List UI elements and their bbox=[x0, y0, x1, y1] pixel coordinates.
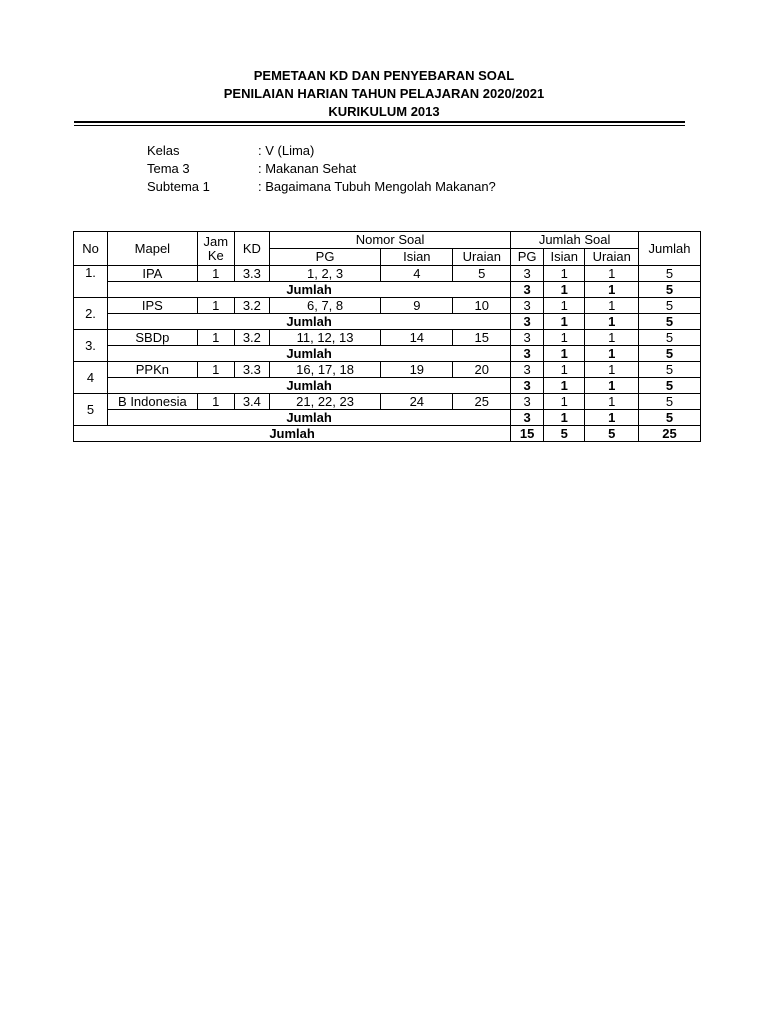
header-kd: KD bbox=[234, 232, 269, 266]
cell-jumlah-pg: 3 bbox=[511, 394, 544, 410]
cell-pg: 6, 7, 8 bbox=[269, 298, 380, 314]
cell-kd: 3.3 bbox=[234, 362, 269, 378]
cell-jumlah-uraian: 1 bbox=[585, 266, 639, 282]
cell-jumlah: 5 bbox=[639, 394, 701, 410]
cell-uraian: 20 bbox=[453, 362, 511, 378]
info-row-tema bbox=[147, 160, 496, 178]
cell-jumlah: 5 bbox=[639, 362, 701, 378]
subtotal-pg: 3 bbox=[511, 378, 544, 394]
cell-jumlah: 5 bbox=[639, 266, 701, 282]
cell-isian: 19 bbox=[381, 362, 453, 378]
info-value: : Makanan Sehat bbox=[258, 161, 357, 176]
subtotal-jumlah: 5 bbox=[639, 346, 701, 362]
total-uraian: 5 bbox=[585, 426, 639, 442]
cell-mapel: PPKn bbox=[108, 362, 198, 378]
subtotal-uraian: 1 bbox=[585, 378, 639, 394]
total-jumlah: 25 bbox=[639, 426, 701, 442]
cell-jumlah-isian: 1 bbox=[544, 330, 585, 346]
cell-isian: 9 bbox=[381, 298, 453, 314]
header-jumlah-soal: Jumlah Soal bbox=[511, 232, 639, 249]
subtotal-uraian: 1 bbox=[585, 410, 639, 426]
subtotal-label: Jumlah bbox=[108, 314, 511, 330]
cell-uraian: 5 bbox=[453, 266, 511, 282]
cell-jam: 1 bbox=[197, 298, 234, 314]
subtotal-row bbox=[74, 410, 701, 426]
header-no: No bbox=[74, 232, 108, 266]
header-jumlah-uraian: Uraian bbox=[585, 249, 639, 266]
subtotal-isian: 1 bbox=[544, 378, 585, 394]
cell-uraian: 25 bbox=[453, 394, 511, 410]
cell-jumlah: 5 bbox=[639, 330, 701, 346]
cell-isian: 14 bbox=[381, 330, 453, 346]
cell-pg: 11, 12, 13 bbox=[269, 330, 380, 346]
cell-jumlah-isian: 1 bbox=[544, 362, 585, 378]
cell-no: 1. bbox=[74, 266, 108, 298]
cell-jumlah-uraian: 1 bbox=[585, 394, 639, 410]
cell-isian: 4 bbox=[381, 266, 453, 282]
cell-jumlah-isian: 1 bbox=[544, 266, 585, 282]
cell-jumlah-pg: 3 bbox=[511, 362, 544, 378]
cell-pg: 1, 2, 3 bbox=[269, 266, 380, 282]
subtotal-isian: 1 bbox=[544, 410, 585, 426]
subtotal-pg: 3 bbox=[511, 282, 544, 298]
cell-kd: 3.2 bbox=[234, 330, 269, 346]
header-nomor-uraian: Uraian bbox=[453, 249, 511, 266]
mapping-table bbox=[73, 231, 701, 442]
cell-uraian: 10 bbox=[453, 298, 511, 314]
header-jumlah: Jumlah bbox=[639, 232, 701, 266]
total-isian: 5 bbox=[544, 426, 585, 442]
cell-jam: 1 bbox=[197, 330, 234, 346]
info-value: : V (Lima) bbox=[258, 143, 315, 158]
subtotal-label: Jumlah bbox=[108, 378, 511, 394]
info-label: Kelas bbox=[147, 143, 180, 158]
table-header bbox=[74, 232, 701, 266]
info-row-subtema bbox=[147, 178, 496, 196]
cell-mapel: SBDp bbox=[108, 330, 198, 346]
subtotal-uraian: 1 bbox=[585, 282, 639, 298]
header-nomor-soal: Nomor Soal bbox=[269, 232, 510, 249]
subtotal-row bbox=[74, 282, 701, 298]
table-row bbox=[74, 362, 701, 378]
header-mapel: Mapel bbox=[108, 232, 198, 266]
subtotal-pg: 3 bbox=[511, 410, 544, 426]
table-row bbox=[74, 266, 701, 282]
subtotal-isian: 1 bbox=[544, 346, 585, 362]
subtotal-uraian: 1 bbox=[585, 346, 639, 362]
total-pg: 15 bbox=[511, 426, 544, 442]
cell-no: 2. bbox=[74, 298, 108, 330]
cell-jumlah-pg: 3 bbox=[511, 266, 544, 282]
subtotal-pg: 3 bbox=[511, 346, 544, 362]
header-rule-thick bbox=[74, 121, 685, 123]
subtotal-label: Jumlah bbox=[108, 282, 511, 298]
cell-no: 3. bbox=[74, 330, 108, 362]
subtotal-jumlah: 5 bbox=[639, 378, 701, 394]
subtotal-row bbox=[74, 314, 701, 330]
cell-jumlah-isian: 1 bbox=[544, 394, 585, 410]
subtotal-row bbox=[74, 378, 701, 394]
cell-mapel: IPS bbox=[108, 298, 198, 314]
title-line-3: KURIKULUM 2013 bbox=[328, 104, 440, 119]
total-label: Jumlah bbox=[74, 426, 511, 442]
subtotal-pg: 3 bbox=[511, 314, 544, 330]
subtotal-jumlah: 5 bbox=[639, 314, 701, 330]
cell-jam: 1 bbox=[197, 266, 234, 282]
document-header bbox=[0, 67, 768, 121]
header-jumlah-pg: PG bbox=[511, 249, 544, 266]
cell-jumlah-isian: 1 bbox=[544, 298, 585, 314]
subtotal-jumlah: 5 bbox=[639, 410, 701, 426]
title-line-2: PENILAIAN HARIAN TAHUN PELAJARAN 2020/2021 bbox=[223, 86, 545, 101]
cell-jumlah-pg: 3 bbox=[511, 298, 544, 314]
cell-jumlah-uraian: 1 bbox=[585, 330, 639, 346]
subtotal-label: Jumlah bbox=[108, 410, 511, 426]
cell-kd: 3.4 bbox=[234, 394, 269, 410]
title-line-1: PEMETAAN KD DAN PENYEBARAN SOAL bbox=[253, 68, 515, 83]
header-rule-thin bbox=[74, 125, 685, 126]
cell-kd: 3.3 bbox=[234, 266, 269, 282]
header-jumlah-isian: Isian bbox=[544, 249, 585, 266]
cell-jam: 1 bbox=[197, 394, 234, 410]
cell-jumlah-uraian: 1 bbox=[585, 362, 639, 378]
cell-mapel: B Indonesia bbox=[108, 394, 198, 410]
cell-uraian: 15 bbox=[453, 330, 511, 346]
cell-jumlah: 5 bbox=[639, 298, 701, 314]
subtotal-label: Jumlah bbox=[108, 346, 511, 362]
table-row bbox=[74, 330, 701, 346]
cell-jumlah-pg: 3 bbox=[511, 330, 544, 346]
info-label: Subtema 1 bbox=[147, 179, 210, 194]
cell-pg: 16, 17, 18 bbox=[269, 362, 380, 378]
cell-isian: 24 bbox=[381, 394, 453, 410]
table-row bbox=[74, 394, 701, 410]
header-jam-ke: Jam Ke bbox=[197, 232, 234, 266]
info-row-kelas bbox=[147, 142, 496, 160]
subtotal-uraian: 1 bbox=[585, 314, 639, 330]
total-row bbox=[74, 426, 701, 442]
subtotal-jumlah: 5 bbox=[639, 282, 701, 298]
table-row bbox=[74, 298, 701, 314]
cell-no: 5 bbox=[74, 394, 108, 426]
cell-no: 4 bbox=[74, 362, 108, 394]
table-body bbox=[74, 266, 701, 442]
cell-kd: 3.2 bbox=[234, 298, 269, 314]
header-nomor-pg: PG bbox=[269, 249, 380, 266]
info-block bbox=[147, 142, 496, 196]
subtotal-isian: 1 bbox=[544, 282, 585, 298]
subtotal-isian: 1 bbox=[544, 314, 585, 330]
cell-jumlah-uraian: 1 bbox=[585, 298, 639, 314]
cell-mapel: IPA bbox=[108, 266, 198, 282]
cell-jam: 1 bbox=[197, 362, 234, 378]
cell-pg: 21, 22, 23 bbox=[269, 394, 380, 410]
info-label: Tema 3 bbox=[147, 161, 190, 176]
info-value: : Bagaimana Tubuh Mengolah Makanan? bbox=[258, 179, 496, 194]
header-nomor-isian: Isian bbox=[381, 249, 453, 266]
subtotal-row bbox=[74, 346, 701, 362]
